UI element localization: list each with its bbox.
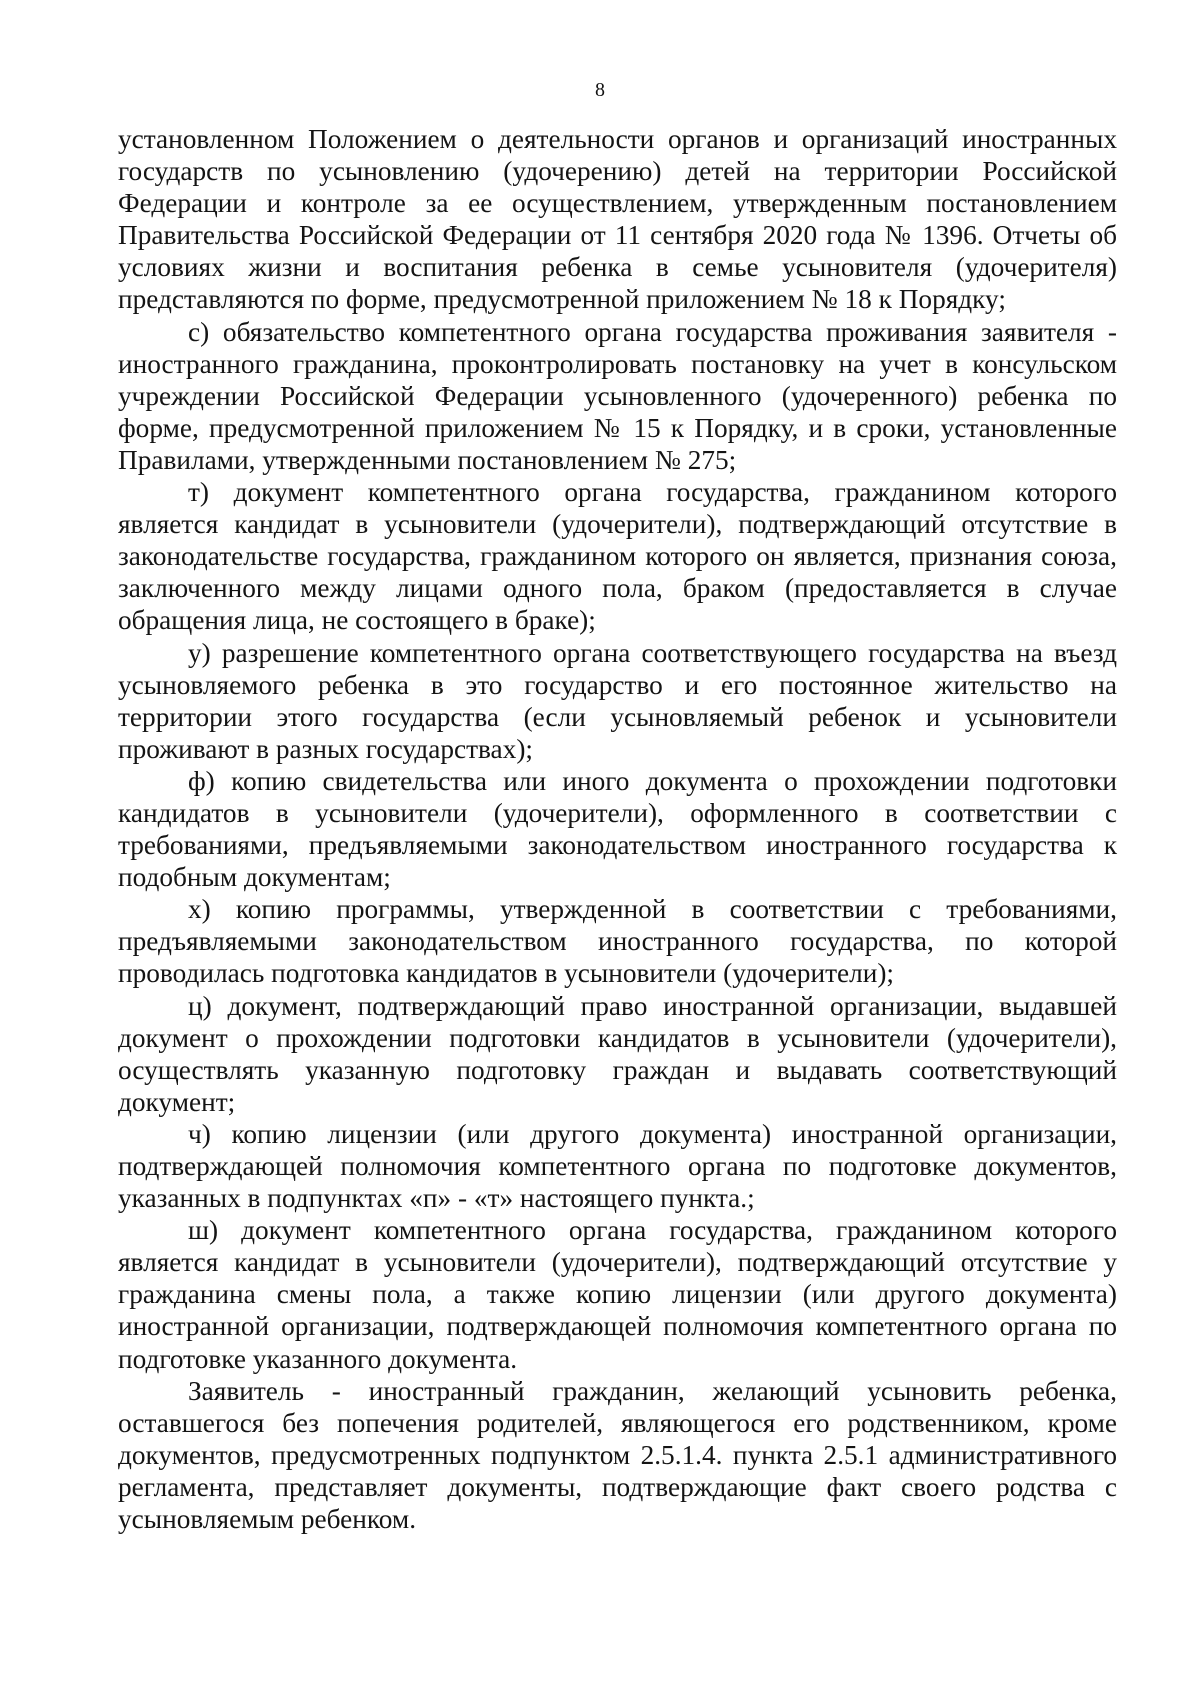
paragraph-item-sh: ш) документ компетентного органа государства, гражданином которого является кандидат в усыновители (удочерители), подтверждающий отсутствие у гражданина смены пола, а также копию лицензии (или другого документа) иностранной организации, подтверждающей полномочия компетентного органа по подготовке указанного документа.: [118, 1215, 1117, 1374]
paragraph-item-ts: ц) документ, подтверждающий право иностранной организации, выдавшей документ о прохождении подготовки кандидатов в усыновители (удочерители), осуществлять указанную подготовку граждан и выдавать соответствующий документ;: [118, 990, 1117, 1117]
document-body: [118, 123, 1117, 1535]
paragraph-item-f: ф) копию свидетельства или иного документа о прохождении подготовки кандидатов в усыновители (удочерители), оформленного в соответствии с требованиями, предъявляемыми законодательством иностранного государства к подобным документам;: [118, 765, 1117, 893]
paragraph-continuation: установленном Положением о деятельности органов и организаций иностранных государств по усыновлению (удочерению) детей на территории Российской Федерации и контроле за ее осуществлением, утвержденным постановлением Правительства Российской Федерации от 11 сентября 2020 года № 1396. Отчеты об условиях жизни и воспитания ребенка в семье усыновителя (удочерителя) представляются по форме, предусмотренной приложением № 18 к Порядку;: [118, 124, 1117, 315]
paragraph-relative-applicant: Заявитель - иностранный гражданин, желающий усыновить ребенка, оставшегося без попечения родителей, являющегося его родственником, кроме документов, предусмотренных подпунктом 2.5.1.4. пункта 2.5.1 административного регламента, представляет документы, подтверждающие факт своего родства с усыновляемым ребенком.: [118, 1375, 1117, 1535]
paragraph-item-ch: ч) копию лицензии (или другого документа) иностранной организации, подтверждающей полномочия компетентного органа по подготовке документов, указанных в подпунктах «п» - «т» настоящего пункта.;: [118, 1118, 1117, 1214]
paragraph-item-s: с) обязательство компетентного органа государства проживания заявителя - иностранного гражданина, проконтролировать постановку на учет в консульском учреждении Российской Федерации усыновленного (удочеренного) ребенка по форме, предусмотренной приложением № 15 к Порядку, и в сроки, установленные Правилами, утвержденными постановлением № 275;: [118, 316, 1117, 475]
paragraph-item-t: т) документ компетентного органа государства, гражданином которого является кандидат в усыновители (удочерители), подтверждающий отсутствие в законодательстве государства, гражданином которого он является, признания союза, заключенного между лицами одного пола, браком (предоставляется в случае обращения лица, не состоящего в браке);: [118, 477, 1117, 636]
page-number: 8: [595, 79, 605, 101]
paragraph-item-kh: х) копию программы, утвержденной в соответствии с требованиями, предъявляемыми законодательством иностранного государства, по которой проводилась подготовка кандидатов в усыновители (удочерители);: [118, 894, 1117, 989]
paragraph-item-u: у) разрешение компетентного органа соответствующего государства на въезд усыновляемого ребенка в это государство и его постоянное жительство на территории этого государства (если усыновляемый ребенок и усыновители проживают в разных государствах);: [118, 637, 1117, 764]
